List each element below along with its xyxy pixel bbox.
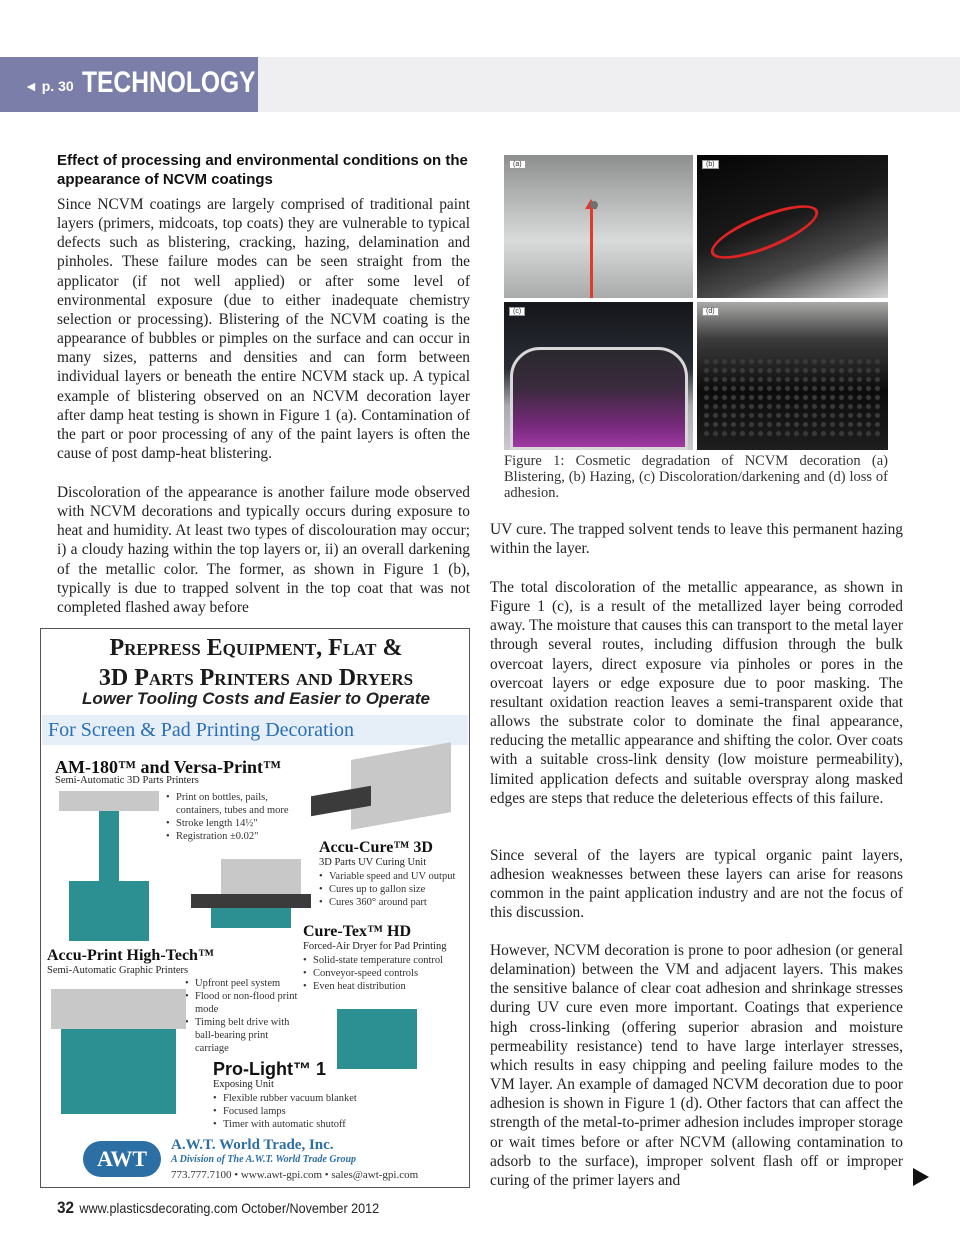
page-number: 32 [57, 1198, 75, 1217]
bullet: • Timer with automatic shutoff [213, 1118, 433, 1131]
advertisement[interactable] [40, 628, 470, 1188]
red-arrow-icon [590, 207, 593, 298]
bullet: • Print on bottles, pails, containers, tubes and more [166, 791, 306, 817]
figure-panel-a [504, 155, 693, 298]
product-accu-print-bullets [185, 977, 300, 1055]
product-accu-print-name: Accu-Print High-Tech™ [47, 947, 214, 964]
bullet: • Even heat distribution [303, 980, 463, 993]
phone-bezel [510, 347, 688, 450]
ad-title-line-2: 3D Parts Printers and Dryers [98, 665, 414, 691]
bullet: • Solid-state temperature control [303, 954, 463, 967]
peeled-dots-pattern [702, 357, 882, 437]
bullet: • Focused lamps [213, 1105, 433, 1118]
company-contact[interactable]: 773.777.7100 • www.awt-gpi.com • sales@awt-gpi.com [171, 1169, 419, 1181]
ad-title-line-1: Prepress Equipment, Flat & [109, 635, 403, 661]
figure-panel-d [697, 302, 888, 450]
accu-print-machine-image [51, 979, 186, 1119]
product-pro-light-sub: Exposing Unit [213, 1079, 274, 1090]
product-pro-light-name: Pro-Light™ 1 [213, 1059, 326, 1079]
company-name: A.W.T. World Trade, Inc. [171, 1137, 334, 1153]
paragraph-5: Since several of the layers are typical organic paint layers, adhesion weaknesses between these layers can arise for reasons common in the paint application industry and are not the focus of this discussion. [490, 847, 903, 922]
bullet: • Variable speed and UV output [319, 870, 469, 883]
paragraph-6: However, NCVM decoration is prone to poor adhesion (or general delamination) between the VM and adjacent layers. This makes the sensitive balance of clear coat adhesion and shrinkage stresses during UV cure even more important. Coatings that experience high cross-linking (offering superior abrasion and moisture permeability resistance) tend to have large interlayer stresses, which results in easy chipping and peeling failure modes to the VM layer. An example of damaged NCVM decoration due to poor adhesion is shown in Figure 1 (d). Other factors that can affect the strength of the metal-to-primer adhesion includes improper storage or wait times before or after NCVM (allowing contamination to adsorb to the surface), improper solvent flash off or improper curing of the primer layers and [490, 942, 903, 1189]
pro-light-machine-image [337, 1009, 417, 1069]
panel-label-a: (a) [509, 160, 526, 169]
bullet: • Cures 360° around part [319, 896, 469, 909]
blister-spot [590, 201, 598, 209]
product-am180-sub: Semi-Automatic 3D Parts Printers [55, 775, 199, 786]
cure-tex-machine-image [191, 859, 311, 929]
ad-banner: For Screen & Pad Printing Decoration [42, 715, 468, 745]
ad-subtitle: Lower Tooling Costs and Easier to Operate [82, 689, 430, 708]
product-accu-cure-sub: 3D Parts UV Curing Unit [319, 857, 427, 868]
figure-panel-b [697, 155, 888, 298]
footer-site-date[interactable]: www.plasticsdecorating.com October/November 2012 [79, 1200, 380, 1216]
product-cure-tex-sub: Forced-Air Dryer for Pad Printing [303, 941, 447, 952]
company-division: A Division of The A.W.T. World Trade Group [171, 1154, 357, 1165]
product-cure-tex-name: Cure-Tex™ HD [303, 923, 411, 940]
figure-1 [504, 155, 888, 450]
article-heading: Effect of processing and environmental conditions on the appearance of NCVM coatings [57, 152, 468, 188]
product-am180-bullets [166, 791, 306, 843]
figure-caption: Figure 1: Cosmetic degradation of NCVM decoration (a) Blistering, (b) Hazing, (c) Discoloration/darkening and (d) loss of adhesion. [504, 453, 888, 501]
red-ellipse-highlight [705, 195, 824, 270]
bullet: • Upfront peel system [185, 977, 300, 990]
prev-page-link[interactable]: ◄ p. 30 [24, 78, 74, 94]
section-title: TECHNOLOGY [82, 66, 256, 99]
bullet: • Cures up to gallon size [319, 883, 469, 896]
panel-label-c: (c) [509, 307, 525, 316]
product-accu-cure-name: Accu-Cure™ 3D [319, 839, 433, 856]
ad-title [41, 633, 471, 693]
product-cure-tex-bullets [303, 954, 463, 993]
bullet: • Registration ±0.02" [166, 830, 306, 843]
product-am180-name: AM-180™ and Versa-Print™ [55, 757, 281, 777]
bullet: • Conveyor-speed controls [303, 967, 463, 980]
bullet: • Timing belt drive with ball-bearing print carriage [185, 1016, 300, 1055]
paragraph-4: The total discoloration of the metallic appearance, as shown in Figure 1 (c), is a result of the metallized layer being corroded away. The moisture that causes this can transport to the metal layer through several routes, including diffusion through the bulk overcoat layers, direct exposure via pinholes or pores in the overcoat layers or edge exposure due to poor masking. The resultant oxidation reaction leaves a semi-transparent oxide that allows the substrate color to dominate the final appearance, reducing the metallic appearance and shifting the color. Over coats with a suitable cross-link density (low moisture permeability), limited application defects and suitable overspray along masked edges are steps that reduce the deleterious effects of this failure. [490, 579, 903, 807]
product-pro-light-bullets [213, 1092, 433, 1131]
figure-panel-c [504, 302, 693, 450]
next-page-arrow-icon[interactable] [913, 1168, 929, 1186]
page-footer [57, 1198, 379, 1218]
paragraph-1: Since NCVM coatings are largely comprised of traditional paint layers (primers, midcoats, top coats) they are vulnerable to typical defects such as blistering, cracking, hazing, delamination and pinholes. These failure modes can be seen straight from the applicator (if not well applied) or after some level of environmental exposure (due to either inadequate chemistry selection or processing). Blistering of the NCVM coating is the appearance of bubbles or pimples on the surface and can occur in many sizes, patterns and densities and can form between individual layers or beneath the entire NCVM stack up. A typical example of blistering observed on an NCVM decoration layer after damp heat testing is shown in Figure 1 (a). Contamination of the part or poor processing of any of the paint layers is often the cause of post damp-heat blistering. [57, 196, 470, 463]
bullet: • Flood or non-flood print mode [185, 990, 300, 1016]
paragraph-3: UV cure. The trapped solvent tends to leave this permanent hazing within the layer. [490, 521, 903, 558]
product-accu-print-sub: Semi-Automatic Graphic Printers [47, 965, 189, 976]
bullet: • Stroke length 14½" [166, 817, 306, 830]
bullet: • Flexible rubber vacuum blanket [213, 1092, 433, 1105]
panel-label-d: (d) [702, 307, 719, 316]
product-accu-cure-bullets [319, 870, 469, 909]
paragraph-2: Discoloration of the appearance is another failure mode observed with NCVM decorations and typically occurs during exposure to heat and humidity. At least two types of discolouration may occur; i) a cloudy hazing within the top layers or, ii) an overall darkening of the metallic color. The former, as shown in Figure 1 (b), typically is due to trapped solvent in the top coat that was not completed flashed away before [57, 484, 470, 616]
am180-machine-image [59, 791, 159, 941]
panel-label-b: (b) [702, 160, 719, 169]
awt-logo: AWT [83, 1141, 161, 1177]
accu-cure-machine-image [311, 751, 451, 831]
